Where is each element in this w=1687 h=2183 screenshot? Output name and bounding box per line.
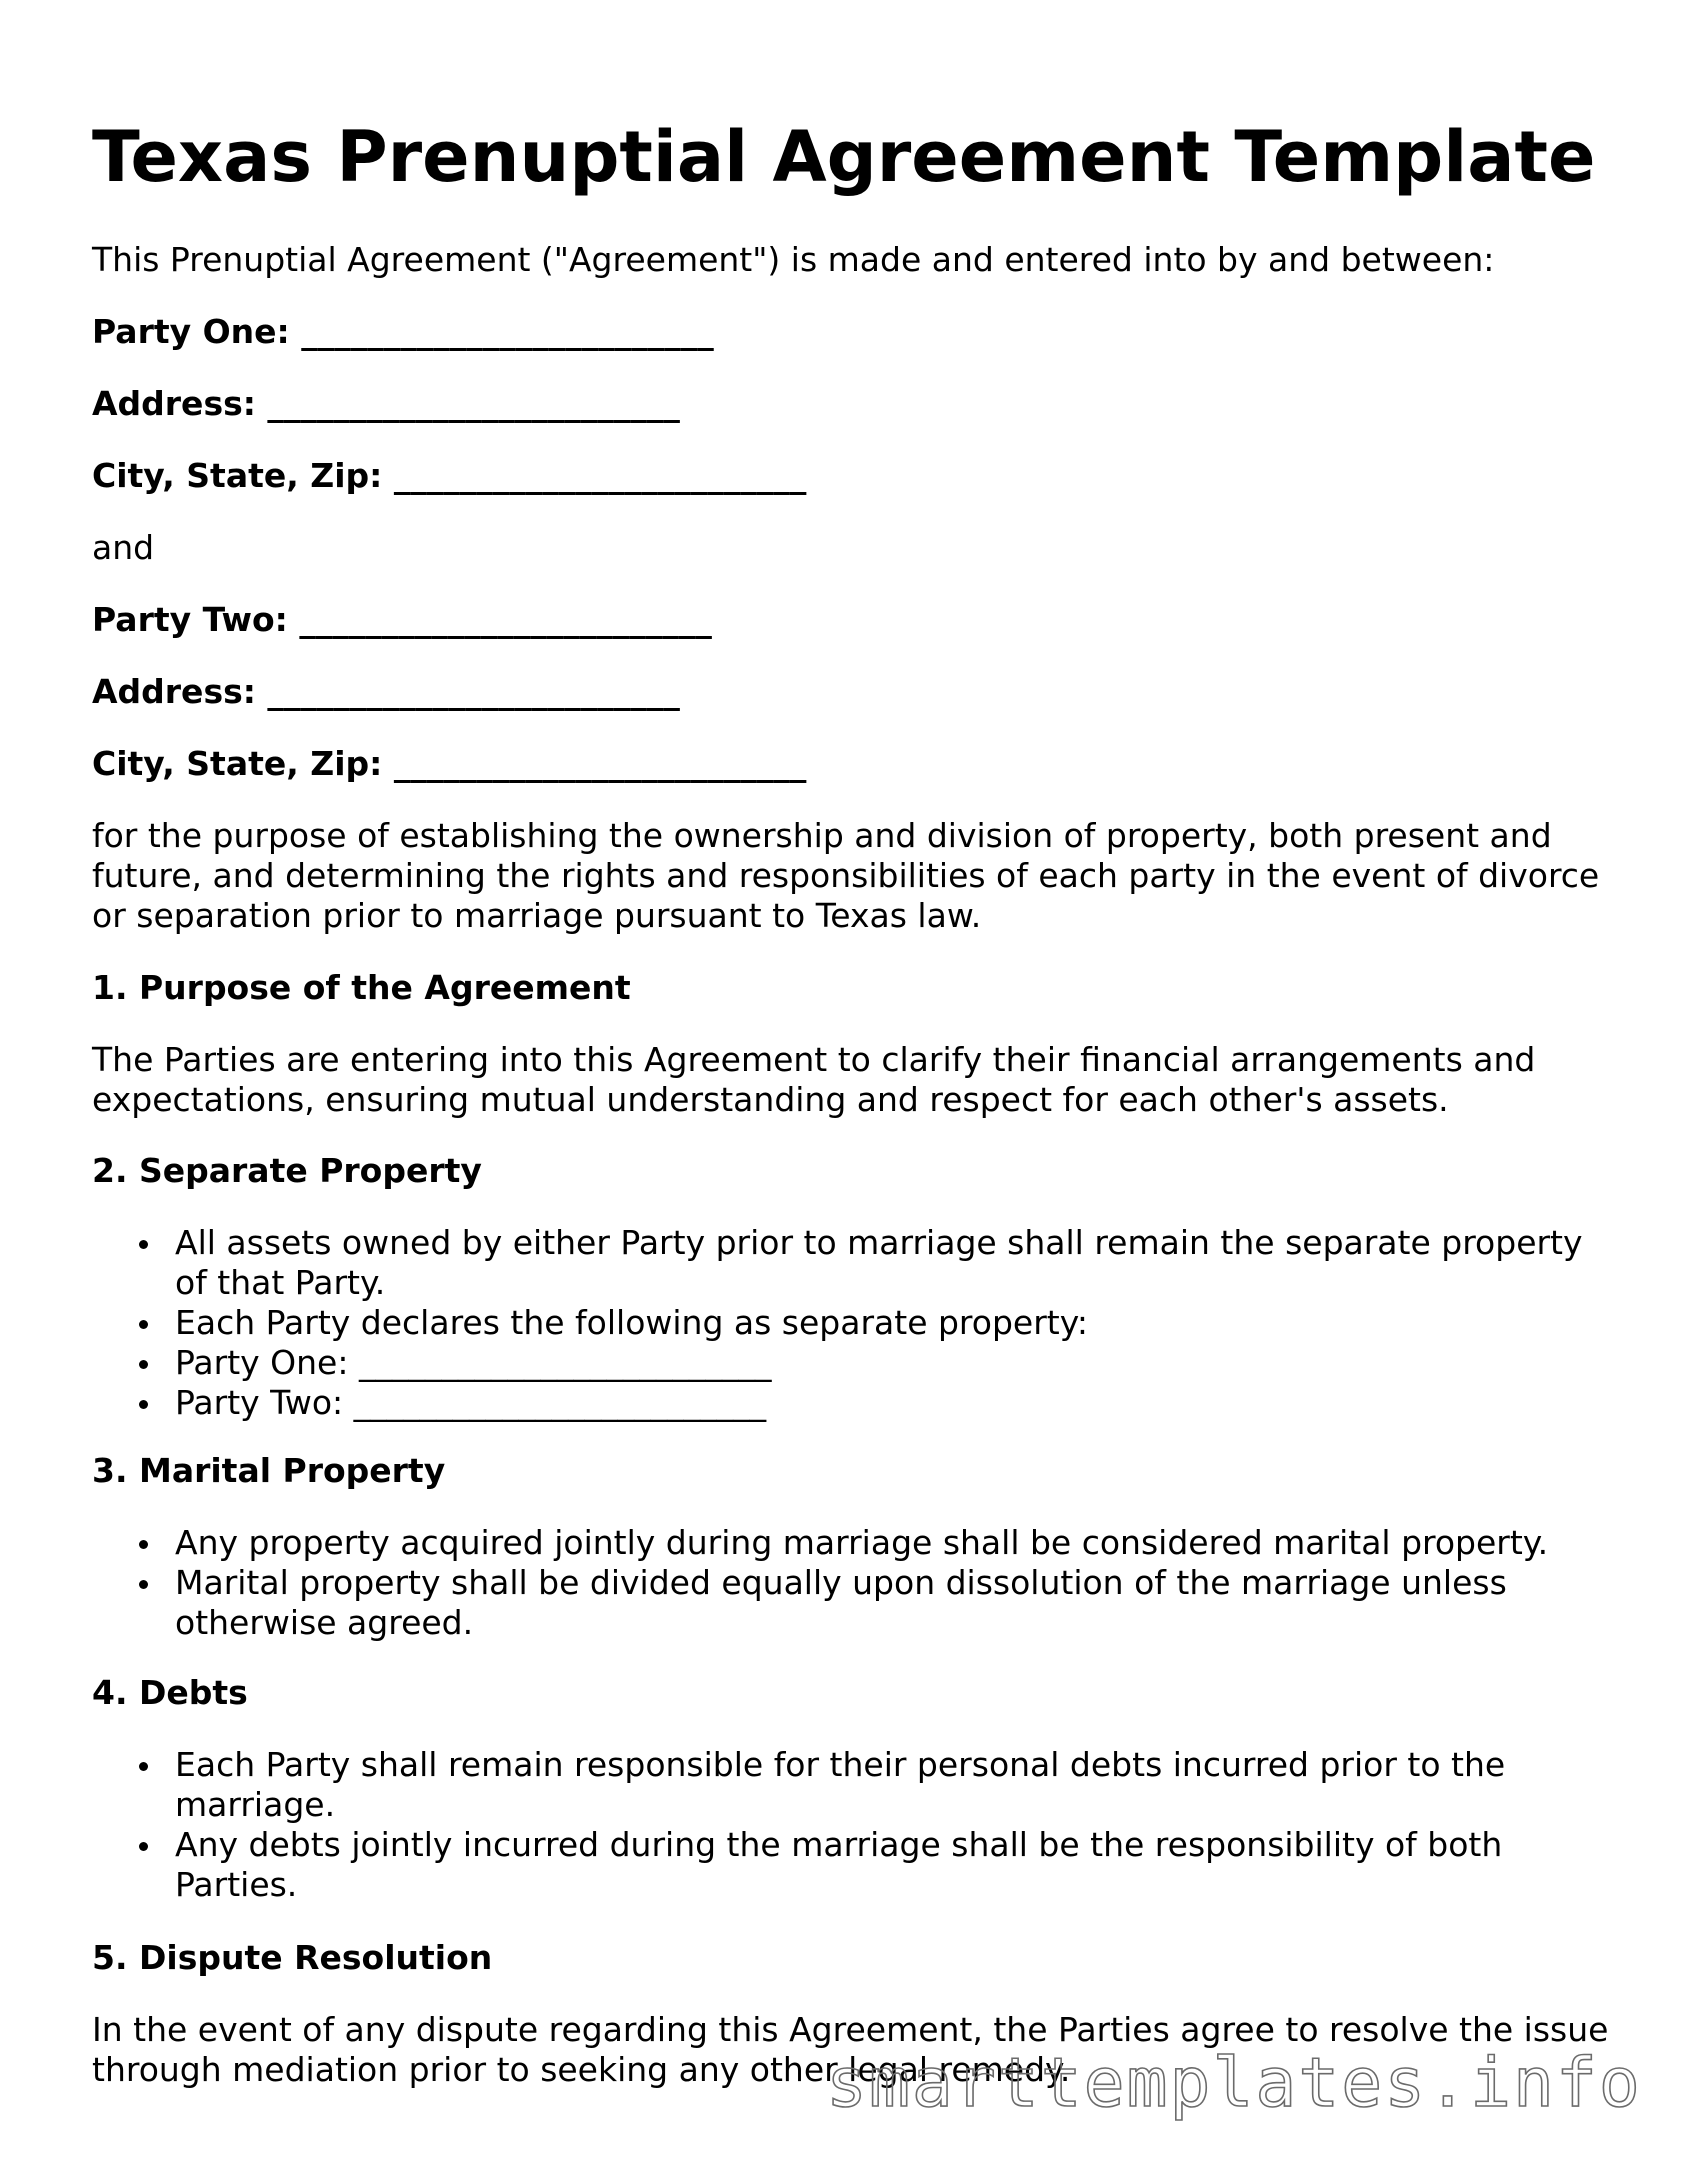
page-title: Texas Prenuptial Agreement Template xyxy=(92,116,1596,198)
intro-text: This Prenuptial Agreement ("Agreement") is made and entered into by and between: xyxy=(92,240,1495,279)
section-body: In the event of any dispute regarding this Agreement, the Parties agree to resolve the issue through mediation prior to seeking any other legal remedy. xyxy=(92,2010,1609,2089)
list-item: Each Party shall remain responsible for their personal debts incurred prior to the marriage. xyxy=(92,1745,1612,1825)
list-item: All assets owned by either Party prior to marriage shall remain the separate property of that Party. xyxy=(92,1223,1612,1303)
purpose-paragraph: for the purpose of establishing the ownership and division of property, both present and future, and determining the rights and responsibilities of each party in the event of divorce or separation prior to marriage pursuant to Texas law. xyxy=(92,816,1600,935)
list-item: Any debts jointly incurred during the marriage shall be the responsibility of both Parties. xyxy=(92,1825,1612,1905)
list-item: Each Party declares the following as separate property: xyxy=(92,1303,1612,1343)
section-heading: 3. Marital Property xyxy=(92,1451,446,1490)
marital-property-list xyxy=(92,1523,1612,1643)
party-two-address-field[interactable]: Address: _________________________ xyxy=(92,672,680,711)
debts-list xyxy=(92,1745,1612,1905)
party-one-city-field[interactable]: City, State, Zip: _________________________ xyxy=(92,456,807,495)
list-item[interactable]: Party Two: _________________________ xyxy=(92,1383,1612,1423)
party-one-address-field[interactable]: Address: _________________________ xyxy=(92,384,680,423)
list-item[interactable]: Party One: _________________________ xyxy=(92,1343,1612,1383)
section-heading: 5. Dispute Resolution xyxy=(92,1938,493,1977)
section-heading: 1. Purpose of the Agreement xyxy=(92,968,631,1007)
separate-property-list xyxy=(92,1223,1612,1423)
section-heading: 2. Separate Property xyxy=(92,1151,482,1190)
party-two-city-field[interactable]: City, State, Zip: _________________________ xyxy=(92,744,807,783)
section-body: The Parties are entering into this Agreement to clarify their financial arrangements and expectations, ensuring mutual understanding and respect for each other's assets. xyxy=(92,1040,1536,1119)
list-item: Any property acquired jointly during marriage shall be considered marital property. xyxy=(92,1523,1612,1563)
section-heading: 4. Debts xyxy=(92,1673,248,1712)
list-item: Marital property shall be divided equally upon dissolution of the marriage unless otherwise agreed. xyxy=(92,1563,1612,1643)
watermark: smarttemplates.info xyxy=(826,2044,1642,2123)
and-text: and xyxy=(92,528,155,567)
party-one-name-field[interactable]: Party One: _________________________ xyxy=(92,312,714,351)
party-two-name-field[interactable]: Party Two: _________________________ xyxy=(92,600,712,639)
